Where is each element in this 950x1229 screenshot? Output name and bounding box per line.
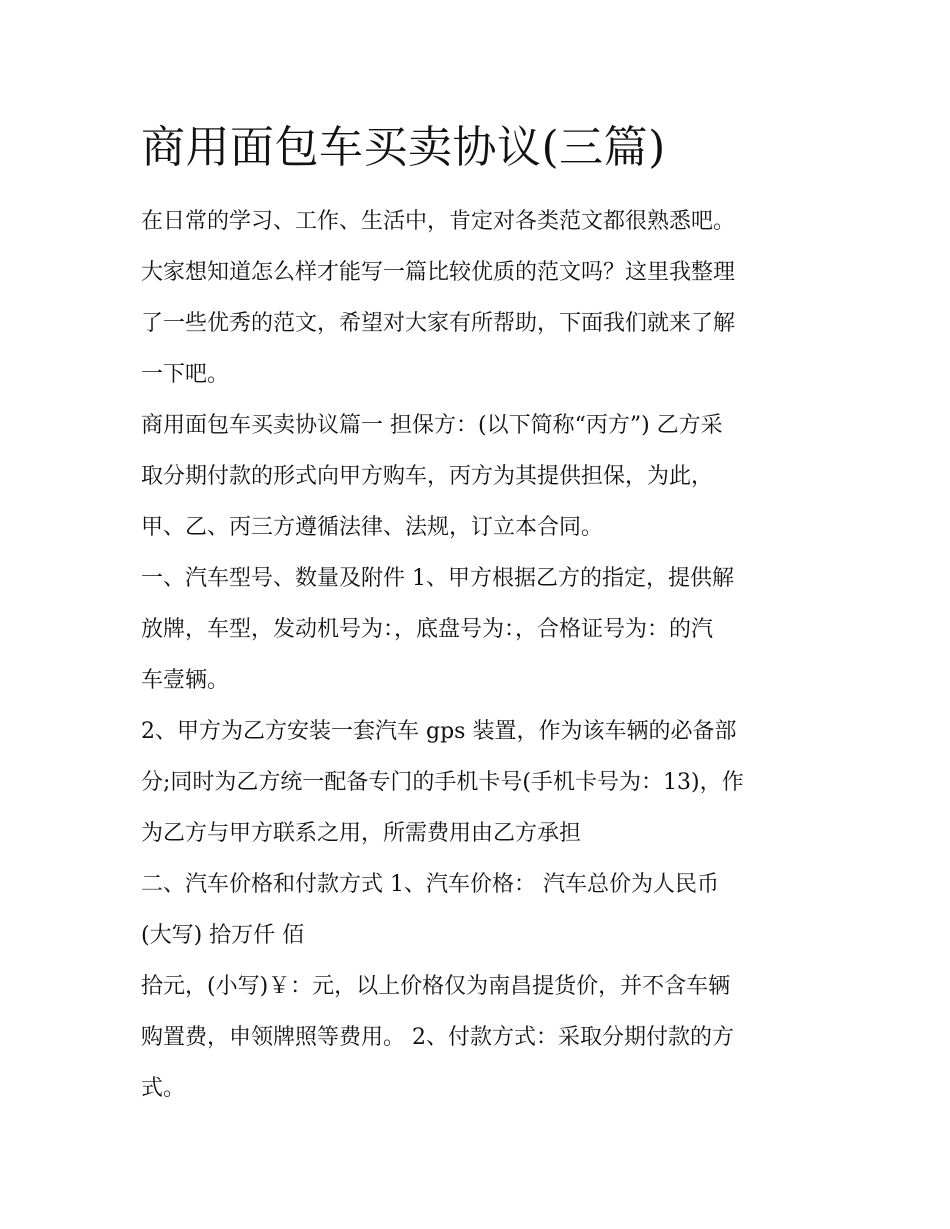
body-line: 放牌，车型，发动机号为：，底盘号为：，合格证号为：的汽: [141, 617, 714, 642]
body-line: 车壹辆。: [141, 668, 230, 693]
body-line: 2、甲方为乙方安装一套汽车 gps 装置，作为该车辆的必备部: [141, 719, 737, 744]
body-line: 一、汽车型号、数量及附件 1、甲方根据乙方的指定，提供解: [141, 566, 734, 591]
body-line: 拾元，(小写)￥：元，以上价格仅为南昌提货价，并不含车辆: [141, 974, 731, 999]
body-line: 一下吧。: [141, 362, 230, 387]
body-line: 了一些优秀的范文，希望对大家有所帮助，下面我们就来了解: [141, 311, 736, 336]
document-title: 商用面包车买卖协议(三篇): [141, 122, 666, 173]
body-line: 购置费，申领牌照等费用。 2、付款方式：采取分期付款的方: [141, 1025, 734, 1050]
body-line: 式。: [141, 1076, 186, 1101]
body-line: 商用面包车买卖协议篇一 担保方：(以下简称“丙方”) 乙方采: [141, 413, 723, 438]
body-line: 大家想知道怎么样才能写一篇比较优质的范文吗？这里我整理: [141, 260, 736, 285]
body-line: 二、汽车价格和付款方式 1、汽车价格： 汽车总价为人民币: [141, 872, 719, 897]
document-body: [141, 196, 831, 1114]
body-line: 为乙方与甲方联系之用，所需费用由乙方承担: [141, 821, 582, 846]
body-line: 在日常的学习、工作、生活中，肯定对各类范文都很熟悉吧。: [141, 209, 736, 234]
body-line: 甲、乙、丙三方遵循法律、法规，订立本合同。: [141, 515, 604, 540]
body-line: 分;同时为乙方统一配备专门的手机卡号(手机卡号为：13)，作: [141, 770, 744, 795]
body-line: (大写) 拾万仟 佰: [141, 923, 305, 948]
body-line: 取分期付款的形式向甲方购车，丙方为其提供担保，为此，: [141, 464, 714, 489]
